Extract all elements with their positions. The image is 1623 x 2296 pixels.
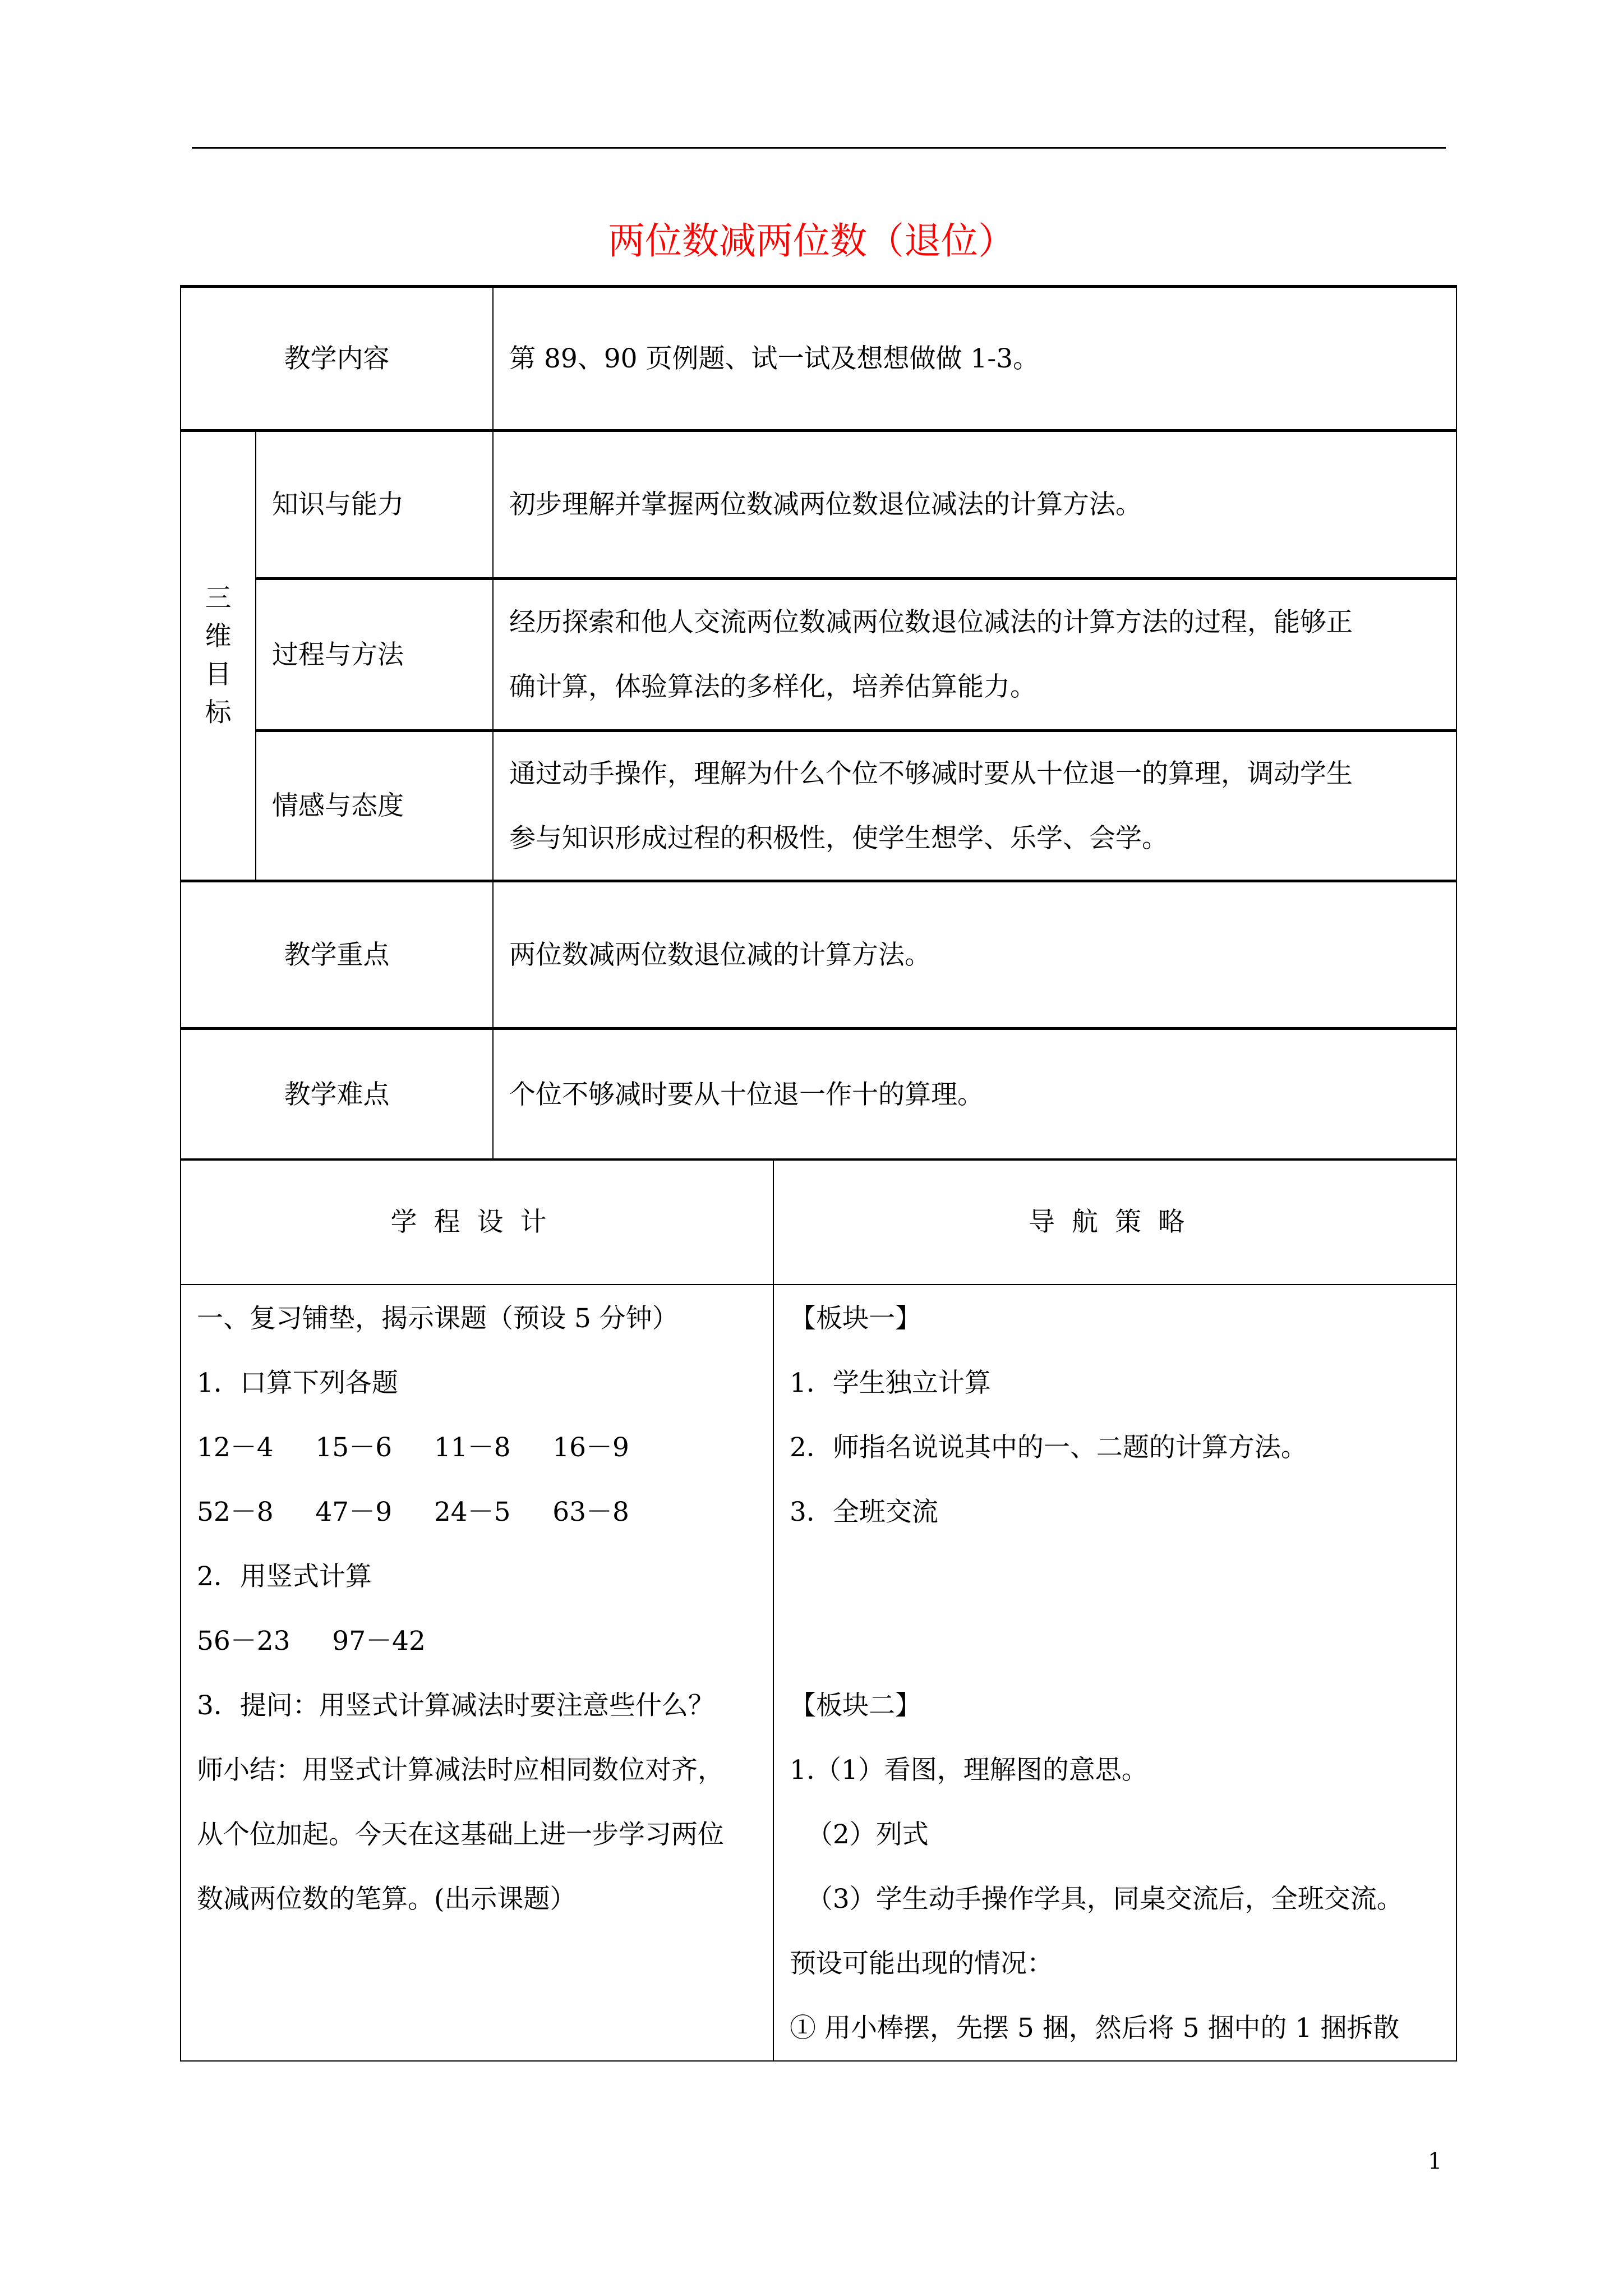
header-rule [192, 147, 1446, 149]
row-goal-attitude [181, 731, 1456, 881]
text-line: 3．提问：用竖式计算减法时要注意些什么？ [197, 1690, 714, 1721]
text-line: 1.（1）看图，理解图的意思。 [790, 1755, 1148, 1786]
row-difficulty [181, 1029, 1456, 1160]
row-key-point [181, 881, 1456, 1029]
goals-label-text: 三维目标 [205, 583, 232, 728]
text-line: 【板块二】 [790, 1690, 921, 1721]
text-line: 预设可能出现的情况： [790, 1948, 1053, 1979]
row-content [181, 287, 1456, 431]
goal-label: 过程与方法 [256, 579, 493, 731]
text-line: 【板块一】 [790, 1303, 921, 1334]
goal-text [493, 579, 1456, 731]
goal-line: 通过动手操作，理解为什么个位不够减时要从十位退一的算理，调动学生 [509, 758, 1353, 789]
text-line: 52－8 47－9 24－5 63－8 [197, 1497, 629, 1527]
text-line: 师小结：用竖式计算减法时应相同数位对齐， [197, 1755, 724, 1786]
text-line: （2）列式 [790, 1819, 929, 1850]
lesson-info-table [180, 285, 1457, 1161]
text-line [790, 1609, 1440, 1673]
difficult-value: 个位不够减时要从十位退一作十的算理。 [493, 1029, 1456, 1160]
text-line: 从个位加起。今天在这基础上进一步学习两位 [197, 1819, 724, 1850]
row-goal-process [181, 579, 1456, 731]
content-value: 第 89、90 页例题、试一试及想想做做 1-3。 [493, 287, 1456, 431]
content-label: 教学内容 [181, 287, 493, 431]
text-line: 数减两位数的笔算。(出示课题） [197, 1884, 577, 1915]
key-value: 两位数减两位数退位减的计算方法。 [493, 881, 1456, 1029]
page-title: 两位数减两位数（退位） [608, 219, 1015, 263]
difficult-label: 教学难点 [181, 1029, 493, 1160]
text-line: 12－4 15－6 11－8 16－9 [197, 1432, 629, 1463]
text-line: （3）学生动手操作学具，同桌交流后，全班交流。 [790, 1884, 1403, 1915]
text-line: 56－23 97－42 [197, 1626, 426, 1657]
page-number: 1 [1428, 2148, 1442, 2174]
text-line: 1．口算下列各题 [197, 1368, 398, 1398]
text-line: ① 用小棒摆，先摆 5 捆，然后将 5 捆中的 1 捆拆散 [790, 2013, 1400, 2044]
text-line: 1．学生独立计算 [790, 1368, 991, 1398]
goal-line: 参与知识形成过程的积极性，使学生想学、乐学、会学。 [509, 822, 1168, 854]
left-header: 学程设计 [181, 1159, 773, 1285]
text-line: 2．用竖式计算 [197, 1561, 372, 1592]
goal-label: 知识与能力 [256, 431, 493, 579]
goal-text [493, 731, 1456, 881]
goal-text: 初步理解并掌握两位数减两位数退位减法的计算方法。 [493, 431, 1456, 579]
design-body-row [181, 1285, 1456, 2061]
text-line [790, 1544, 1440, 1609]
text-line: 2．师指名说说其中的一、二题的计算方法。 [790, 1432, 1307, 1463]
text-line: 3．全班交流 [790, 1497, 938, 1527]
goal-line: 经历探索和他人交流两位数减两位数退位减法的计算方法的过程，能够正 [509, 607, 1353, 638]
goal-label: 情感与态度 [256, 731, 493, 881]
navigation-strategy-cell [773, 1285, 1456, 2061]
learning-design-cell [181, 1285, 773, 2061]
design-table [180, 1158, 1457, 2062]
text-line: 一、复习铺垫，揭示课题（预设 5 分钟） [197, 1303, 679, 1334]
goals-label [181, 431, 256, 881]
row-goal-knowledge [181, 431, 1456, 579]
design-header-row [181, 1159, 1456, 1285]
right-header: 导航策略 [773, 1159, 1456, 1285]
goal-line: 确计算，体验算法的多样化，培养估算能力。 [509, 671, 1036, 702]
key-label: 教学重点 [181, 881, 493, 1029]
